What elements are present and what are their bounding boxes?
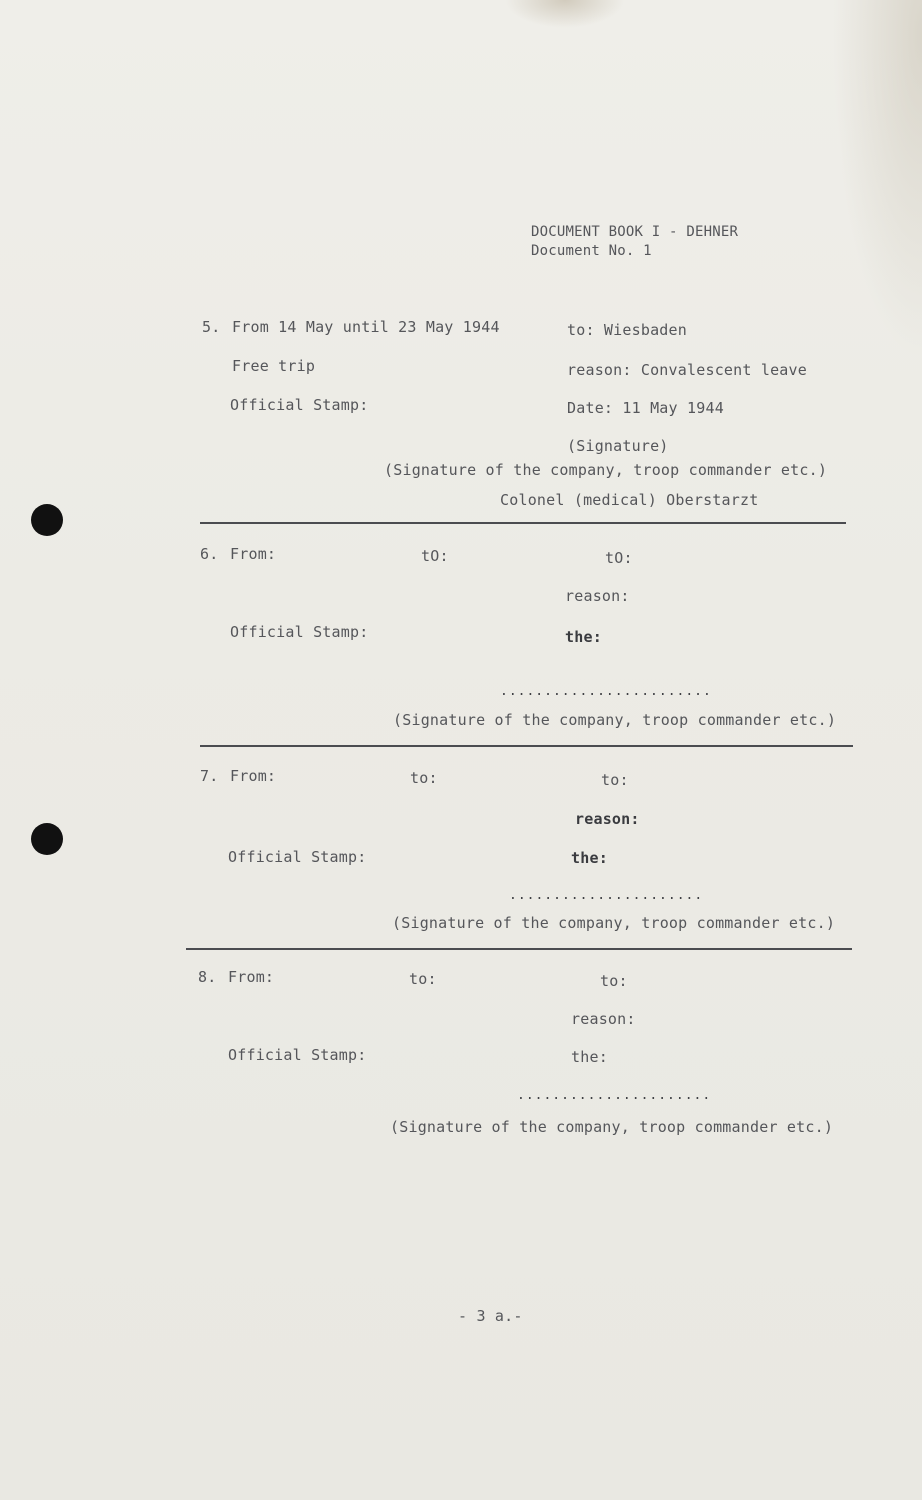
entry-reason-label: reason: — [571, 1010, 636, 1028]
entry-from: From 14 May until 23 May 1944 — [232, 318, 500, 336]
entry-date: Date: 11 May 1944 — [567, 399, 724, 417]
document-book-title: DOCUMENT BOOK I - DEHNER — [531, 224, 739, 240]
entry-to-label: to: — [600, 972, 628, 990]
entry-to-label: to: — [410, 769, 438, 787]
entry-from-label: From: — [228, 968, 275, 986]
entry-stamp-label: Official Stamp: — [230, 396, 369, 414]
entry-number: 8. — [198, 968, 217, 986]
section-divider — [186, 948, 852, 950]
entry-the-label: the: — [571, 1048, 608, 1066]
punch-hole-top — [31, 504, 63, 536]
entry-from-label: From: — [230, 767, 277, 785]
document-number: Document No. 1 — [531, 243, 652, 259]
paper-stain — [832, 0, 922, 360]
entry-reason: reason: Convalescent leave — [567, 361, 807, 379]
signature-dots: ...................... — [509, 888, 704, 903]
section-divider — [200, 522, 846, 524]
page-number: - 3 a.- — [458, 1307, 523, 1325]
entry-to-label: tO: — [605, 549, 633, 567]
entry-number: 5. — [202, 318, 221, 336]
entry-to-label: to: — [409, 970, 437, 988]
entry-to-label: tO: — [421, 547, 449, 565]
entry-from-label: From: — [230, 545, 277, 563]
entry-stamp-label: Official Stamp: — [230, 623, 369, 641]
section-divider — [200, 745, 853, 747]
entry-to: to: Wiesbaden — [567, 321, 687, 339]
signature-caption: (Signature of the company, troop commander etc.) — [390, 1118, 834, 1136]
entry-reason-label: reason: — [575, 810, 640, 828]
entry-number: 7. — [200, 767, 219, 785]
entry-the-label: the: — [571, 849, 608, 867]
entry-rank: Colonel (medical) Oberstarzt — [500, 491, 759, 509]
entry-signature: (Signature) — [567, 437, 669, 455]
entry-number: 6. — [200, 545, 219, 563]
paper-tear — [505, 0, 625, 28]
entry-stamp-label: Official Stamp: — [228, 1046, 367, 1064]
punch-hole-bottom — [31, 823, 63, 855]
signature-dots: ...................... — [517, 1088, 712, 1103]
entry-the-label: the: — [565, 628, 602, 646]
signature-caption: (Signature of the company, troop commander etc.) — [393, 711, 837, 729]
entry-reason-label: reason: — [565, 587, 630, 605]
signature-caption: (Signature of the company, troop commander etc.) — [392, 914, 836, 932]
entry-trip: Free trip — [232, 357, 316, 375]
entry-stamp-label: Official Stamp: — [228, 848, 367, 866]
signature-caption: (Signature of the company, troop commander etc.) — [384, 461, 828, 479]
signature-dots: ........................ — [500, 684, 712, 699]
entry-to-label: to: — [601, 771, 629, 789]
